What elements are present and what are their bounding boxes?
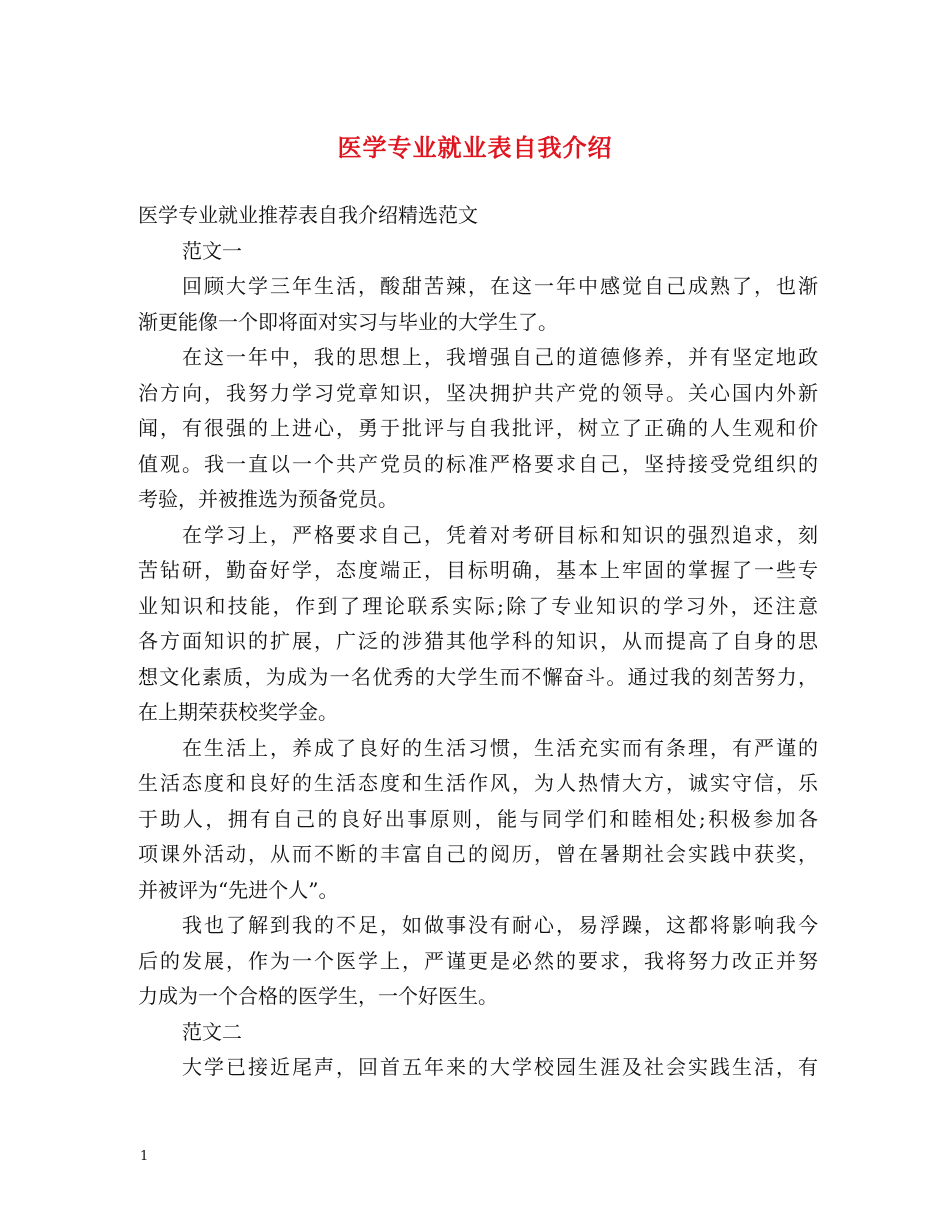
text-line: 在这一年中，我的思想上，我增强自己的道德修养，并有坚定地政 [182,345,818,369]
text-line: 在上期荣获校奖学金。 [138,700,338,724]
text-line: 苦钻研，勤奋好学，态度端正，目标明确，基本上牢固的掌握了一些专 [138,558,818,582]
text-line: 大学已接近尾声，回首五年来的大学校园生涯及社会实践生活，有 [182,1055,818,1079]
text-line: 值观。我一直以一个共产党员的标准严格要求自己，坚持接受党组织的 [138,451,818,476]
text-line: 渐更能像一个即将面对实习与毕业的大学生了。 [138,309,558,334]
text-line: 生活态度和良好的生活态度和生活作风，为人热情大方，诚实守信，乐 [138,771,818,795]
text-line: 范文一 [182,238,242,263]
text-line: 闻，有很强的上进心，勇于批评与自我批评，树立了正确的人生观和价 [138,416,818,440]
text-line: 考验，并被推选为预备党员。 [138,487,398,511]
text-line: 范文二 [182,1019,242,1044]
text-line: 各方面知识的扩展，广泛的涉猎其他学科的知识，从而提高了自身的思 [138,629,818,653]
text-line: 想文化素质，为成为一名优秀的大学生而不懈奋斗。通过我的刻苦努力， [138,664,818,689]
text-line: 治方向，我努力学习党章知识，坚决拥护共产党的领导。关心国内外新 [138,380,818,405]
document-title: 医学专业就业表自我介绍 [337,133,613,162]
document-body [138,198,818,1086]
text-line: 于助人，拥有自己的良好出事原则，能与同学们和睦相处;积极参加各 [138,806,818,831]
page-number: 1 [140,1149,149,1164]
text-line: 我也了解到我的不足，如做事没有耐心，易浮躁，这都将影响我今 [182,913,818,937]
text-line: 在生活上，养成了良好的生活习惯，生活充实而有条理，有严谨的 [182,735,818,760]
text-line: 后的发展，作为一个医学上，严谨更是必然的要求，我将努力改正并努 [138,948,818,973]
text-line: 在学习上，严格要求自己，凭着对考研目标和知识的强烈追求，刻 [182,522,818,547]
text-line: 并被评为“先进个人”。 [138,877,339,902]
text-line: 项课外活动，从而不断的丰富自己的阅历，曾在暑期社会实践中获奖， [138,842,818,866]
text-line: 力成为一个合格的医学生，一个好医生。 [138,984,498,1008]
text-line: 回顾大学三年生活，酸甜苦辣，在这一年中感觉自己成熟了，也渐 [182,274,818,298]
text-line: 业知识和技能，作到了理论联系实际;除了专业知识的学习外，还注意 [138,593,818,618]
text-line: 医学专业就业推荐表自我介绍精选范文 [138,203,478,227]
